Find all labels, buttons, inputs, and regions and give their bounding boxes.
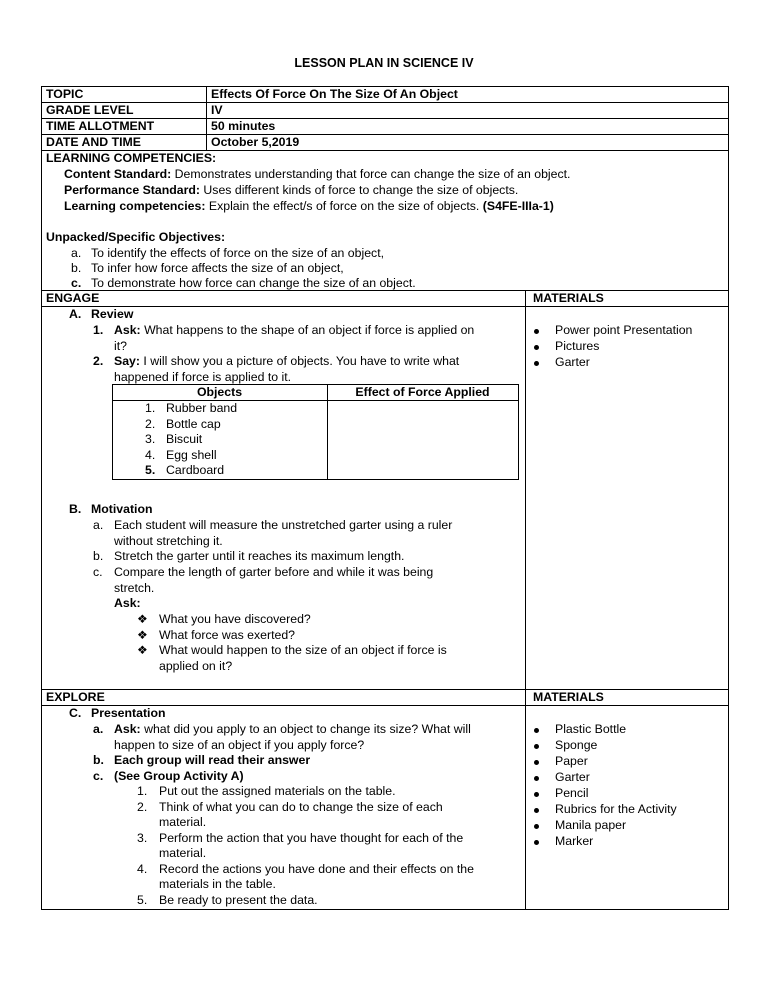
motivation-title: Motivation bbox=[91, 502, 153, 516]
presentation-ask-line: what did you apply to an object to change its size? What will bbox=[144, 722, 471, 736]
objective-letter: b. bbox=[71, 261, 82, 275]
motivation-step-letter: b. bbox=[93, 549, 104, 563]
presentation-ask-label: Ask: bbox=[114, 722, 141, 736]
objective-item: To identify the effects of force on the size of an object, bbox=[91, 246, 385, 260]
bullet-icon bbox=[534, 824, 539, 829]
learning-competencies bbox=[64, 199, 554, 215]
competencies-heading: LEARNING COMPETENCIES: bbox=[46, 151, 217, 165]
motivation-step-a-cont: without stretching it. bbox=[114, 534, 223, 548]
material-item: Marker bbox=[555, 834, 594, 848]
activity-step-cont: materials in the table. bbox=[159, 877, 276, 891]
object-number: 4. bbox=[145, 448, 156, 462]
material-item: Pictures bbox=[555, 339, 600, 353]
objective-item: To demonstrate how force can change the size of an object. bbox=[91, 276, 416, 290]
presentation-step-c: (See Group Activity A) bbox=[114, 769, 244, 783]
diamond-bullet-icon: ❖ bbox=[137, 628, 148, 642]
motivation-question: What you have discovered? bbox=[159, 612, 311, 626]
say-line: I will show you a picture of objects. You have to write what bbox=[143, 354, 460, 368]
motivation-step-c: Compare the length of garter before and while it was being bbox=[114, 565, 434, 579]
engage-materials-heading: MATERIALS bbox=[533, 291, 604, 305]
info-column-divider bbox=[206, 86, 207, 150]
bullet-icon bbox=[534, 345, 539, 350]
ask-number: 1. bbox=[93, 323, 104, 337]
bullet-icon bbox=[534, 728, 539, 733]
explore-materials-heading: MATERIALS bbox=[533, 690, 604, 704]
objective-letter: c. bbox=[71, 276, 82, 290]
learning-competencies-text: Explain the effect/s of force on the size of objects. bbox=[208, 199, 480, 213]
content-standard-label: Content Standard: bbox=[64, 167, 172, 181]
time-allotment-label: TIME ALLOTMENT bbox=[46, 119, 155, 133]
activity-step-number: 4. bbox=[137, 862, 148, 876]
table-border-right bbox=[728, 86, 729, 910]
ask-line: What happens to the shape of an object if force is applied on bbox=[144, 323, 475, 337]
presentation-step-letter: c. bbox=[93, 769, 104, 783]
object-name: Biscuit bbox=[166, 432, 203, 446]
bullet-icon bbox=[534, 792, 539, 797]
motivation-ask-heading: Ask: bbox=[114, 596, 141, 610]
ask-label: Ask: bbox=[114, 323, 141, 337]
diamond-bullet-icon: ❖ bbox=[137, 612, 148, 626]
objects-column-header: Objects bbox=[196, 385, 243, 399]
review-letter: A. bbox=[69, 307, 82, 321]
activity-step-number: 5. bbox=[137, 893, 148, 907]
table-border-left bbox=[41, 86, 42, 910]
material-item: Sponge bbox=[555, 738, 598, 752]
grade-level-value: IV bbox=[211, 103, 223, 117]
motivation-step-letter: a. bbox=[93, 518, 104, 532]
activity-step: Put out the assigned materials on the table. bbox=[159, 784, 396, 798]
say-line-cont: happened if force is applied to it. bbox=[114, 370, 292, 384]
table-divider bbox=[41, 306, 729, 307]
topic-label: TOPIC bbox=[46, 87, 84, 101]
bullet-icon bbox=[534, 361, 539, 366]
material-item: Paper bbox=[555, 754, 588, 768]
object-number: 5. bbox=[145, 463, 156, 477]
material-item: Power point Presentation bbox=[555, 323, 693, 337]
ask-line-cont: it? bbox=[114, 339, 127, 353]
motivation-step-c-cont: stretch. bbox=[114, 581, 155, 595]
bullet-icon bbox=[534, 760, 539, 765]
presentation-step-b: Each group will read their answer bbox=[114, 753, 311, 767]
bullet-icon bbox=[534, 329, 539, 334]
table-divider bbox=[41, 689, 729, 690]
learning-competencies-code: (S4FE-IIIa-1) bbox=[482, 199, 554, 213]
object-name: Rubber band bbox=[166, 401, 238, 415]
objective-letter: a. bbox=[71, 246, 82, 260]
date-time-value: October 5,2019 bbox=[211, 135, 300, 149]
performance-standard bbox=[64, 183, 518, 199]
effect-column-header: Effect of Force Applied bbox=[355, 385, 490, 399]
bullet-icon bbox=[534, 808, 539, 813]
objective-item: To infer how force affects the size of an object, bbox=[91, 261, 344, 275]
material-item: Manila paper bbox=[555, 818, 627, 832]
activity-step: Perform the action that you have thought for each of the bbox=[159, 831, 464, 845]
topic-value: Effects Of Force On The Size Of An Object bbox=[211, 87, 458, 101]
objects-table-right bbox=[518, 384, 519, 480]
performance-standard-label: Performance Standard: bbox=[64, 183, 200, 197]
date-time-label: DATE AND TIME bbox=[46, 135, 141, 149]
presentation-step-letter: b. bbox=[93, 753, 104, 767]
object-name: Bottle cap bbox=[166, 417, 221, 431]
material-item: Pencil bbox=[555, 786, 589, 800]
explore-heading: EXPLORE bbox=[46, 690, 105, 704]
presentation-ask-cont: happen to size of an object if you apply force? bbox=[114, 738, 365, 752]
activity-step: Think of what you can do to change the size of each bbox=[159, 800, 443, 814]
activity-step-cont: material. bbox=[159, 846, 207, 860]
motivation-step-b: Stretch the garter until it reaches its maximum length. bbox=[114, 549, 405, 563]
object-number: 2. bbox=[145, 417, 156, 431]
activity-step: Record the actions you have done and their effects on the bbox=[159, 862, 474, 876]
presentation-ask bbox=[114, 722, 471, 738]
say-label: Say: bbox=[114, 354, 140, 368]
ask-question bbox=[114, 323, 474, 339]
presentation-title: Presentation bbox=[91, 706, 166, 720]
page-title: LESSON PLAN IN SCIENCE IV bbox=[294, 56, 474, 70]
activity-step-cont: material. bbox=[159, 815, 207, 829]
engage-heading: ENGAGE bbox=[46, 291, 100, 305]
objectives-heading: Unpacked/Specific Objectives: bbox=[46, 230, 226, 244]
time-allotment-value: 50 minutes bbox=[211, 119, 276, 133]
motivation-question: What would happen to the size of an object if force is bbox=[159, 643, 447, 657]
motivation-step-letter: c. bbox=[93, 565, 103, 579]
material-item: Rubrics for the Activity bbox=[555, 802, 677, 816]
materials-column-divider bbox=[525, 290, 526, 910]
motivation-question-cont: applied on it? bbox=[159, 659, 233, 673]
objects-table-bottom bbox=[112, 479, 518, 480]
presentation-step-letter: a. bbox=[93, 722, 104, 736]
say-number: 2. bbox=[93, 354, 104, 368]
object-number: 3. bbox=[145, 432, 156, 446]
say-instruction bbox=[114, 354, 459, 370]
review-title: Review bbox=[91, 307, 134, 321]
content-standard-text: Demonstrates understanding that force can change the size of an object. bbox=[174, 167, 571, 181]
material-item: Garter bbox=[555, 770, 590, 784]
performance-standard-text: Uses different kinds of force to change the size of objects. bbox=[203, 183, 519, 197]
material-item: Garter bbox=[555, 355, 590, 369]
material-item: Plastic Bottle bbox=[555, 722, 627, 736]
bullet-icon bbox=[534, 840, 539, 845]
learning-competencies-label: Learning competencies: bbox=[64, 199, 206, 213]
object-name: Cardboard bbox=[166, 463, 225, 477]
grade-level-label: GRADE LEVEL bbox=[46, 103, 134, 117]
object-number: 1. bbox=[145, 401, 156, 415]
motivation-question: What force was exerted? bbox=[159, 628, 296, 642]
table-border-bottom bbox=[41, 909, 729, 910]
bullet-icon bbox=[534, 744, 539, 749]
activity-step-number: 3. bbox=[137, 831, 148, 845]
bullet-icon bbox=[534, 776, 539, 781]
activity-step-number: 1. bbox=[137, 784, 148, 798]
object-name: Egg shell bbox=[166, 448, 217, 462]
activity-step: Be ready to present the data. bbox=[159, 893, 318, 907]
presentation-letter: C. bbox=[69, 706, 82, 720]
motivation-letter: B. bbox=[69, 502, 82, 516]
motivation-step-a: Each student will measure the unstretched garter using a ruler bbox=[114, 518, 453, 532]
diamond-bullet-icon: ❖ bbox=[137, 643, 148, 657]
content-standard bbox=[64, 167, 570, 183]
activity-step-number: 2. bbox=[137, 800, 148, 814]
